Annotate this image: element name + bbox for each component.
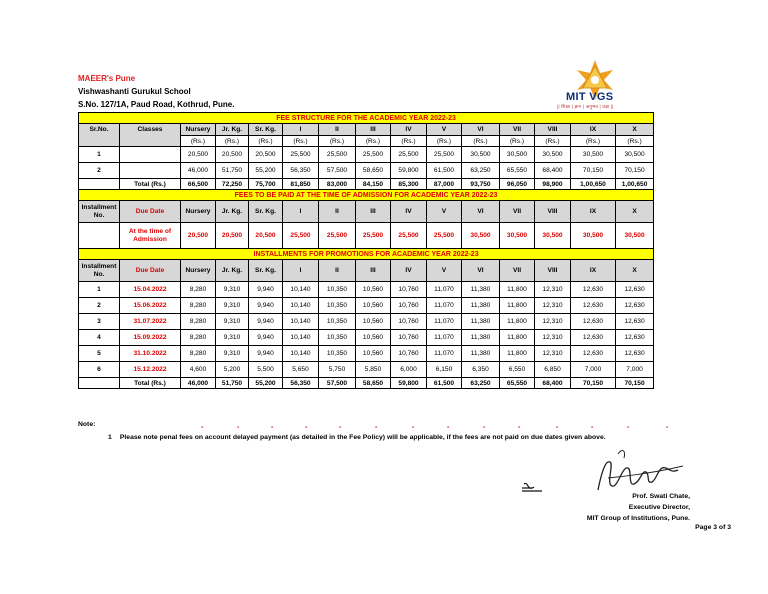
installment-no: 4 xyxy=(79,330,120,346)
unit-label: (Rs.) xyxy=(462,136,500,147)
fee-value: 11,800 xyxy=(500,330,535,346)
fee-value: 12,310 xyxy=(535,346,571,362)
due-date: 31.07.2022 xyxy=(120,314,181,330)
fee-value: 11,380 xyxy=(462,282,500,298)
fee-value: 25,500 xyxy=(283,223,319,249)
due-date: 31.10.2022 xyxy=(120,346,181,362)
fee-value: 10,350 xyxy=(319,282,356,298)
table-row xyxy=(79,330,654,346)
fee-value: 11,800 xyxy=(500,346,535,362)
sr-no: 2 xyxy=(79,163,120,179)
fee-value: 58,650 xyxy=(356,163,391,179)
institution-name: MAEER's Pune xyxy=(78,74,136,83)
class-header: I xyxy=(283,260,319,282)
total-value: 85,300 xyxy=(391,179,427,190)
signature-image xyxy=(588,440,688,498)
total-value: 58,650 xyxy=(356,378,391,389)
unit-label: (Rs.) xyxy=(500,136,535,147)
fee-value: 9,940 xyxy=(249,282,283,298)
fee-value: 25,500 xyxy=(391,223,427,249)
fee-value: 12,630 xyxy=(571,314,616,330)
installment-no: 3 xyxy=(79,314,120,330)
fee-value: 12,630 xyxy=(616,282,654,298)
total-value: 72,250 xyxy=(216,179,249,190)
fee-value: 30,500 xyxy=(616,147,654,163)
fee-value: 30,500 xyxy=(500,223,535,249)
unit-label: (Rs.) xyxy=(319,136,356,147)
total-value: 59,800 xyxy=(391,378,427,389)
class-header: VI xyxy=(462,124,500,136)
sr-no-header: Sr.No. xyxy=(79,124,120,136)
fee-value: 11,070 xyxy=(427,298,462,314)
installment-header: Installment No. xyxy=(79,260,120,282)
fee-value: 10,140 xyxy=(283,282,319,298)
fee-value: 12,630 xyxy=(616,330,654,346)
total-value: 81,850 xyxy=(283,179,319,190)
fee-value: 10,560 xyxy=(356,346,391,362)
fee-value: 30,500 xyxy=(535,223,571,249)
school-address: S.No. 127/1A, Paud Road, Kothrud, Pune. xyxy=(78,100,235,109)
table-header-row xyxy=(79,201,654,223)
fee-value: 11,380 xyxy=(462,314,500,330)
class-header: II xyxy=(319,124,356,136)
total-value: 61,500 xyxy=(427,378,462,389)
class-header: IV xyxy=(391,260,427,282)
class-header: IX xyxy=(571,260,616,282)
due-date: 15.12.2022 xyxy=(120,362,181,378)
dash-marker: - xyxy=(412,424,415,431)
class-header: X xyxy=(616,124,654,136)
total-value: 57,500 xyxy=(319,378,356,389)
fee-value: 30,500 xyxy=(571,147,616,163)
total-row xyxy=(79,179,654,190)
total-value: 63,250 xyxy=(462,378,500,389)
total-value: 65,550 xyxy=(500,378,535,389)
dash-marker: - xyxy=(201,424,204,431)
fee-value: 9,310 xyxy=(216,314,249,330)
fee-value: 8,280 xyxy=(181,298,216,314)
class-header: Jr. Kg. xyxy=(216,201,249,223)
classes-cell xyxy=(120,163,181,179)
fee-value: 12,630 xyxy=(616,298,654,314)
fee-value: 10,760 xyxy=(391,330,427,346)
classes-cell xyxy=(120,147,181,163)
signatory-block xyxy=(587,491,690,524)
class-header: III xyxy=(356,201,391,223)
fee-value: 30,500 xyxy=(462,223,500,249)
fee-value: 20,500 xyxy=(249,147,283,163)
fee-table xyxy=(78,112,654,389)
table-header-row xyxy=(79,260,654,282)
due-date-header: Due Date xyxy=(120,201,181,223)
unit-label: (Rs.) xyxy=(283,136,319,147)
class-header: Jr. Kg. xyxy=(216,260,249,282)
fee-value: 59,800 xyxy=(391,163,427,179)
fee-value: 9,310 xyxy=(216,298,249,314)
total-value: 87,000 xyxy=(427,179,462,190)
class-header: I xyxy=(283,124,319,136)
fee-value: 11,800 xyxy=(500,282,535,298)
fee-value: 11,070 xyxy=(427,346,462,362)
installment-header: Installment No. xyxy=(79,201,120,223)
dash-marker: - xyxy=(447,424,450,431)
fee-value: 12,310 xyxy=(535,298,571,314)
class-header: VII xyxy=(500,201,535,223)
total-value: 51,750 xyxy=(216,378,249,389)
fee-value: 5,850 xyxy=(356,362,391,378)
empty-cell xyxy=(79,136,120,147)
logo-tagline: || शिक्षा | ज्ञान | अनुभव | प्रज्ञा || xyxy=(557,104,614,109)
empty-cell xyxy=(79,223,120,249)
unit-label: (Rs.) xyxy=(356,136,391,147)
class-header: IV xyxy=(391,124,427,136)
fee-value: 25,500 xyxy=(427,223,462,249)
fee-value: 12,630 xyxy=(616,314,654,330)
fee-value: 5,500 xyxy=(249,362,283,378)
fee-value: 25,500 xyxy=(319,147,356,163)
fee-value: 57,500 xyxy=(319,163,356,179)
fee-value: 10,560 xyxy=(356,282,391,298)
fee-value: 25,500 xyxy=(356,147,391,163)
fee-value: 10,140 xyxy=(283,298,319,314)
fee-value: 70,150 xyxy=(571,163,616,179)
fee-value: 11,380 xyxy=(462,330,500,346)
fee-value: 12,310 xyxy=(535,330,571,346)
class-header: Nursery xyxy=(181,124,216,136)
fee-value: 25,500 xyxy=(391,147,427,163)
signatory-title: Executive Director, xyxy=(628,504,690,511)
empty-cell xyxy=(79,179,120,190)
fee-value: 20,500 xyxy=(216,223,249,249)
fee-value: 5,650 xyxy=(283,362,319,378)
dash-marker: - xyxy=(591,424,594,431)
fee-value: 11,070 xyxy=(427,282,462,298)
table-row xyxy=(79,147,654,163)
page-number: Page 3 of 3 xyxy=(695,524,731,531)
fee-value: 8,280 xyxy=(181,314,216,330)
fee-value: 30,500 xyxy=(535,147,571,163)
fee-value: 8,280 xyxy=(181,330,216,346)
fee-value: 12,630 xyxy=(571,298,616,314)
note-text: Please note penal fees on account delayed payment (as detailed in the Fee Policy) will be applicable, if the fees are not paid on due dates given above. xyxy=(119,434,606,441)
fee-value: 20,500 xyxy=(181,147,216,163)
fee-value: 11,800 xyxy=(500,314,535,330)
fee-value: 12,310 xyxy=(535,314,571,330)
class-header: VIII xyxy=(535,260,571,282)
table-row xyxy=(79,362,654,378)
section-title-installments-row xyxy=(79,249,654,260)
section-title-fee-structure: FEE STRUCTURE FOR THE ACADEMIC YEAR 2022-23 xyxy=(79,113,654,124)
unit-label: (Rs.) xyxy=(216,136,249,147)
due-date-header: Due Date xyxy=(120,260,181,282)
empty-cell xyxy=(79,378,120,389)
total-value: 66,500 xyxy=(181,179,216,190)
table-row xyxy=(79,223,654,249)
note-number: 1 xyxy=(108,434,112,441)
note-label: Note: xyxy=(78,421,96,428)
total-value: 55,200 xyxy=(249,378,283,389)
fee-value: 25,500 xyxy=(319,223,356,249)
signatory-name: Prof. Swati Chate, xyxy=(632,493,690,500)
fee-value: 30,500 xyxy=(462,147,500,163)
class-header: Nursery xyxy=(181,260,216,282)
class-header: Sr. Kg. xyxy=(249,124,283,136)
fee-value: 10,350 xyxy=(319,298,356,314)
fee-value: 11,380 xyxy=(462,298,500,314)
fee-value: 10,760 xyxy=(391,314,427,330)
fee-value: 7,000 xyxy=(571,362,616,378)
fee-value: 10,350 xyxy=(319,346,356,362)
fee-value: 10,350 xyxy=(319,314,356,330)
fee-value: 10,560 xyxy=(356,314,391,330)
fee-value: 11,070 xyxy=(427,330,462,346)
sr-no: 1 xyxy=(79,147,120,163)
fee-value: 5,750 xyxy=(319,362,356,378)
total-value: 75,700 xyxy=(249,179,283,190)
dash-marker: - xyxy=(271,424,274,431)
class-header: V xyxy=(427,201,462,223)
total-value: 46,000 xyxy=(181,378,216,389)
total-label: Total (Rs.) xyxy=(120,179,181,190)
section-title-installments: INSTALLMENTS FOR PROMOTIONS FOR ACADEMIC YEAR 2022-23 xyxy=(79,249,654,260)
total-row xyxy=(79,378,654,389)
fee-value: 5,200 xyxy=(216,362,249,378)
fee-value: 7,000 xyxy=(616,362,654,378)
fee-value: 55,200 xyxy=(249,163,283,179)
class-header: VI xyxy=(462,201,500,223)
fee-value: 9,940 xyxy=(249,346,283,362)
total-value: 68,400 xyxy=(535,378,571,389)
fee-value: 9,310 xyxy=(216,282,249,298)
unit-label: (Rs.) xyxy=(249,136,283,147)
fee-value: 10,760 xyxy=(391,346,427,362)
total-value: 56,350 xyxy=(283,378,319,389)
section-title-admission: FEES TO BE PAID AT THE TIME OF ADMISSION FOR ACADEMIC YEAR 2022-23 xyxy=(79,190,654,201)
table-row xyxy=(79,298,654,314)
fee-value: 12,630 xyxy=(616,346,654,362)
unit-label: (Rs.) xyxy=(535,136,571,147)
fee-value: 30,500 xyxy=(616,223,654,249)
dash-marker: - xyxy=(339,424,342,431)
due-date: 15.06.2022 xyxy=(120,298,181,314)
class-header: VI xyxy=(462,260,500,282)
fee-value: 12,630 xyxy=(571,330,616,346)
fee-value: 46,000 xyxy=(181,163,216,179)
fee-value: 68,400 xyxy=(535,163,571,179)
total-value: 70,150 xyxy=(616,378,654,389)
class-header: X xyxy=(616,260,654,282)
class-header: IV xyxy=(391,201,427,223)
fee-value: 10,560 xyxy=(356,330,391,346)
fee-value: 10,140 xyxy=(283,314,319,330)
total-value: 93,750 xyxy=(462,179,500,190)
total-label: Total (Rs.) xyxy=(120,378,181,389)
fee-value: 11,380 xyxy=(462,346,500,362)
fee-value: 30,500 xyxy=(571,223,616,249)
total-value: 1,00,650 xyxy=(571,179,616,190)
fee-value: 9,310 xyxy=(216,346,249,362)
fee-value: 56,350 xyxy=(283,163,319,179)
class-header: II xyxy=(319,260,356,282)
fee-value: 10,560 xyxy=(356,298,391,314)
total-value: 84,150 xyxy=(356,179,391,190)
installment-no: 5 xyxy=(79,346,120,362)
dash-marker: - xyxy=(627,424,630,431)
class-header: Jr. Kg. xyxy=(216,124,249,136)
fee-value: 6,550 xyxy=(500,362,535,378)
dash-marker: - xyxy=(556,424,559,431)
fee-value: 70,150 xyxy=(616,163,654,179)
fee-value: 10,140 xyxy=(283,330,319,346)
total-value: 98,900 xyxy=(535,179,571,190)
fee-value: 6,850 xyxy=(535,362,571,378)
fee-value: 10,760 xyxy=(391,282,427,298)
total-value: 83,000 xyxy=(319,179,356,190)
fee-value: 12,630 xyxy=(571,346,616,362)
fee-value: 20,500 xyxy=(216,147,249,163)
fee-value: 6,150 xyxy=(427,362,462,378)
classes-header: Classes xyxy=(120,124,181,136)
school-name: Vishwashanti Gurukul School xyxy=(78,87,191,96)
dash-marker: - xyxy=(483,424,486,431)
fee-value: 6,000 xyxy=(391,362,427,378)
dash-marker: - xyxy=(375,424,378,431)
class-header: X xyxy=(616,201,654,223)
class-header: VIII xyxy=(535,201,571,223)
fee-value: 9,940 xyxy=(249,314,283,330)
fee-value: 4,600 xyxy=(181,362,216,378)
fee-value: 9,940 xyxy=(249,330,283,346)
fee-value: 6,350 xyxy=(462,362,500,378)
class-header: Nursery xyxy=(181,201,216,223)
class-header: Sr. Kg. xyxy=(249,201,283,223)
fee-value: 20,500 xyxy=(181,223,216,249)
signatory-org: MIT Group of Institutions, Pune. xyxy=(586,515,690,522)
class-header: IX xyxy=(571,201,616,223)
unit-label: (Rs.) xyxy=(181,136,216,147)
class-header: VII xyxy=(500,260,535,282)
logo-text: MIT VGS xyxy=(566,91,614,103)
fee-value: 63,250 xyxy=(462,163,500,179)
class-header: II xyxy=(319,201,356,223)
total-value: 70,150 xyxy=(571,378,616,389)
installment-no: 2 xyxy=(79,298,120,314)
table-row xyxy=(79,314,654,330)
fee-value: 12,310 xyxy=(535,282,571,298)
fee-value: 61,500 xyxy=(427,163,462,179)
table-row xyxy=(79,346,654,362)
fee-value: 10,140 xyxy=(283,346,319,362)
class-header: VII xyxy=(500,124,535,136)
signature-mark-small xyxy=(518,478,548,496)
total-value: 1,00,650 xyxy=(616,179,654,190)
class-header: V xyxy=(427,124,462,136)
fee-value: 25,500 xyxy=(283,147,319,163)
due-date: At the time of Admission xyxy=(120,223,181,249)
class-header: VIII xyxy=(535,124,571,136)
fee-value: 25,500 xyxy=(356,223,391,249)
fee-value: 51,750 xyxy=(216,163,249,179)
total-value: 96,050 xyxy=(500,179,535,190)
table-header-row xyxy=(79,124,654,136)
unit-label: (Rs.) xyxy=(427,136,462,147)
empty-cell xyxy=(120,136,181,147)
class-header: III xyxy=(356,260,391,282)
installment-no: 6 xyxy=(79,362,120,378)
dash-marker: - xyxy=(666,424,669,431)
class-header: Sr. Kg. xyxy=(249,260,283,282)
unit-label: (Rs.) xyxy=(616,136,654,147)
fee-value: 25,500 xyxy=(427,147,462,163)
table-row xyxy=(79,282,654,298)
section-title-fee-structure-row xyxy=(79,113,654,124)
class-header: V xyxy=(427,260,462,282)
dash-marker: - xyxy=(237,424,240,431)
fee-value: 10,760 xyxy=(391,298,427,314)
class-header: I xyxy=(283,201,319,223)
due-date: 15.04.2022 xyxy=(120,282,181,298)
fee-value: 30,500 xyxy=(500,147,535,163)
fee-value: 65,550 xyxy=(500,163,535,179)
section-title-admission-row xyxy=(79,190,654,201)
school-header xyxy=(78,72,234,111)
fee-value: 12,630 xyxy=(571,282,616,298)
table-row xyxy=(79,163,654,179)
unit-label: (Rs.) xyxy=(391,136,427,147)
fee-value: 10,350 xyxy=(319,330,356,346)
dash-marker: - xyxy=(518,424,521,431)
fee-value: 8,280 xyxy=(181,346,216,362)
class-header: III xyxy=(356,124,391,136)
units-row xyxy=(79,136,654,147)
fee-value: 11,800 xyxy=(500,298,535,314)
fee-value: 9,940 xyxy=(249,298,283,314)
fee-value: 11,070 xyxy=(427,314,462,330)
installment-no: 1 xyxy=(79,282,120,298)
fee-value: 20,500 xyxy=(249,223,283,249)
fee-value: 9,310 xyxy=(216,330,249,346)
class-header: IX xyxy=(571,124,616,136)
due-date: 15.09.2022 xyxy=(120,330,181,346)
dash-marker: - xyxy=(305,424,308,431)
unit-label: (Rs.) xyxy=(571,136,616,147)
fee-value: 8,280 xyxy=(181,282,216,298)
